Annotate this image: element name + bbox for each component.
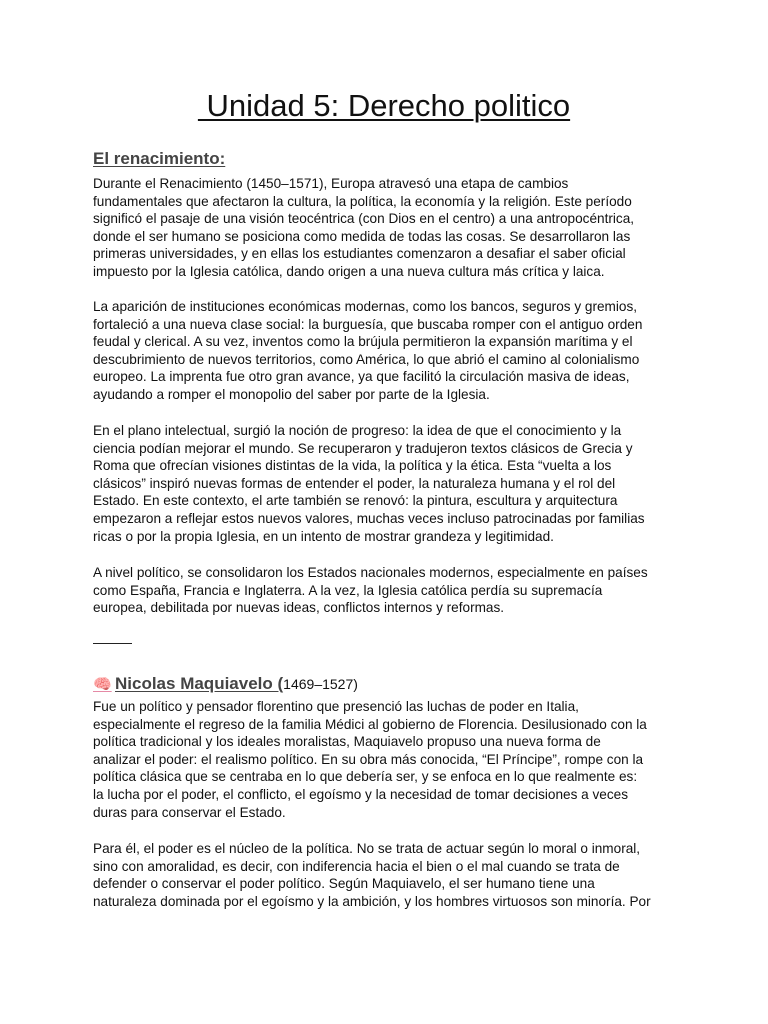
text-line: defender o conservar el poder político. Según Maquiavelo, el ser humano tiene una bbox=[93, 876, 595, 892]
text-line: ciencia podían mejorar el mundo. Se recuperaron y tradujeron textos clásicos de Grecia y bbox=[93, 440, 633, 456]
text-line: clásicos” inspiró nuevas formas de entender el poder, la naturaleza humana y el rol del bbox=[93, 475, 616, 491]
paragraph-renacimiento-1 bbox=[93, 175, 678, 281]
paragraph-renacimiento-3 bbox=[93, 422, 678, 545]
text-line: ricas o por la propia Iglesia, en un intento de mostrar grandeza y legitimidad. bbox=[93, 528, 554, 544]
text-line: duras para conservar el Estado. bbox=[93, 804, 286, 820]
section-heading-maquiavelo-label: Nicolas Maquiavelo ( bbox=[115, 674, 284, 693]
text-line: analizar el poder: el realismo político. En su obra más conocida, “El Príncipe”, rompe con la bbox=[93, 751, 644, 767]
text-line: significó el pasaje de una visión teocéntrica (con Dios en el centro) a una antropocéntrica, bbox=[93, 211, 635, 227]
text-line: fundamentales que afectaron la cultura, la política, la economía y la religión. Este período bbox=[93, 193, 632, 209]
text-line: especialmente el regreso de la familia Médici al gobierno de Florencia. Desilusionado con la bbox=[93, 716, 647, 732]
text-line: la lucha por el poder, el conflicto, el egoísmo y la necesidad de tomar decisiones a veces bbox=[93, 786, 628, 802]
text-line: ayudando a romper el monopolio del saber por parte de la Iglesia. bbox=[93, 386, 490, 402]
text-line: empezaron a reflejar estos nuevos valores, muchas veces incluso patrocinadas por familias bbox=[93, 510, 645, 526]
text-line: europeo. La imprenta fue otro gran avance, ya que facilitó la circulación masiva de ideas, bbox=[93, 369, 630, 385]
text-line: Durante el Renacimiento (1450–1571), Europa atravesó una etapa de cambios bbox=[93, 176, 569, 191]
section-divider bbox=[93, 643, 132, 644]
brain-icon: 🧠 bbox=[93, 676, 112, 693]
text-line: como España, Francia e Inglaterra. A la vez, la Iglesia católica perdía su supremacía bbox=[93, 582, 603, 598]
text-line: Roma que ofrecían visiones distintas de la vida, la política y la ética. Esta “vuelta a los bbox=[93, 458, 612, 474]
text-line: sino con amoralidad, es decir, con indiferencia hacia el bien o el mal cuando se trata de bbox=[93, 858, 620, 874]
text-line: política tradicional y los ideales moralistas, Maquiavelo propuso una nueva forma de bbox=[93, 734, 601, 750]
text-line: Fue un político y pensador florentino que presenció las luchas de poder en Italia, bbox=[93, 699, 579, 714]
text-line: En el plano intelectual, surgió la noción de progreso: la idea de que el conocimiento y la bbox=[93, 423, 622, 438]
text-line: europea, debilitada por nuevas ideas, conflictos internos y reformas. bbox=[93, 600, 505, 616]
text-line: donde el ser humano se posiciona como medida de todas las cosas. Se desarrollaron las bbox=[93, 228, 631, 244]
text-line: fortaleció a una nueva clase social: la burguesía, que buscaba romper con el antiguo orden bbox=[93, 316, 643, 332]
paragraph-maquiavelo-1 bbox=[93, 698, 678, 821]
text-line: A nivel político, se consolidaron los Estados nacionales modernos, especialmente en países bbox=[93, 565, 648, 580]
paragraph-renacimiento-2 bbox=[93, 298, 678, 404]
text-line: descubrimiento de nuevos territorios, como América, lo que abrió el camino al colonialismo bbox=[93, 351, 640, 367]
text-line: La aparición de instituciones económicas modernas, como los bancos, seguros y gremios, bbox=[93, 299, 638, 314]
text-line: primeras universidades, y en ellas los estudiantes comenzaron a desafiar el saber oficial bbox=[93, 246, 626, 262]
text-line: Estado. En este contexto, el arte también se renovó: la pintura, escultura y arquitectura bbox=[93, 493, 618, 509]
text-line: feudal y clerical. A su vez, inventos como la brújula permitieron la expansión marítima y el bbox=[93, 334, 633, 350]
section-heading-renacimiento: El renacimiento: bbox=[93, 149, 226, 168]
paragraph-maquiavelo-2 bbox=[93, 840, 678, 910]
document-title: Unidad 5: Derecho politico bbox=[197, 88, 571, 123]
text-line: impuesto por la Iglesia católica, dando origen a una nueva cultura más crítica y laica. bbox=[93, 263, 605, 279]
text-line: política clásica que se centraba en lo que debería ser, y se enfoca en lo que realmente es: bbox=[93, 769, 638, 785]
text-line: Para él, el poder es el núcleo de la política. No se trata de actuar según lo moral o inmoral, bbox=[93, 841, 641, 856]
paragraph-renacimiento-4 bbox=[93, 564, 678, 617]
section-heading-maquiavelo bbox=[93, 673, 358, 696]
text-line: naturaleza dominada por el egoísmo y la ambición, y los hombres virtuosos son minoría. Por bbox=[93, 893, 651, 909]
maquiavelo-years: 1469–1527) bbox=[283, 676, 358, 692]
